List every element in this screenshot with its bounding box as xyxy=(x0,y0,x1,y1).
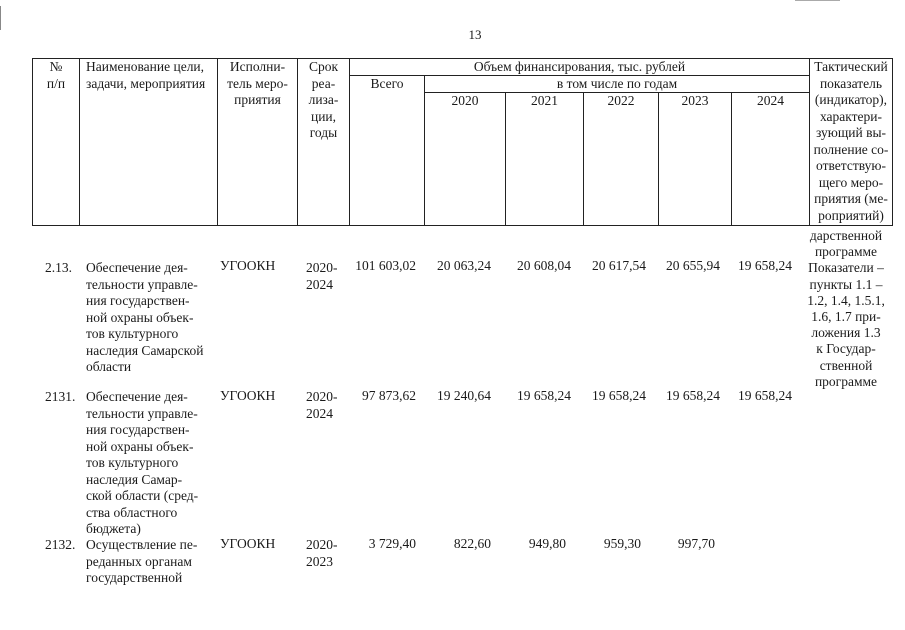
header-term: Срок реа- лиза- ции, годы xyxy=(297,58,350,226)
header-by-years: в том числе по годам xyxy=(424,75,810,93)
header-num: № п/п xyxy=(32,58,80,226)
row-2020: 822,60 xyxy=(453,536,491,551)
header-funding: Объем финансирования, тыс. рублей xyxy=(349,58,810,76)
header-year-2021: 2021 xyxy=(505,92,584,226)
row-2022: 19 658,24 xyxy=(592,388,646,403)
page-number: 13 xyxy=(468,27,482,42)
header-year-2022: 2022 xyxy=(583,92,659,226)
header-indicator: Тактический показатель (индикатор), характери- зующий вы- полнение со- ответствую- щего меро- приятия (ме- роприятий) xyxy=(809,58,893,226)
row-2021: 949,80 xyxy=(528,536,566,551)
row-name: Обеспечение дея- тельности управле- ния государствен- ной охраны объек- тов культурного наследия Самарской области xyxy=(86,260,204,374)
row-2024: 19 658,24 xyxy=(738,388,792,403)
row-2023: 19 658,24 xyxy=(666,388,720,403)
row-term: 2020- 2024 xyxy=(306,260,338,292)
scan-top-mark xyxy=(795,0,840,1)
row-number: 2132. xyxy=(45,537,76,552)
header-name: Наименование цели, задачи, мероприятия xyxy=(79,58,218,226)
scan-edge-mark xyxy=(0,6,1,30)
row-total: 97 873,62 xyxy=(362,388,416,403)
header-year-2024: 2024 xyxy=(731,92,810,226)
row-term: 2020- 2023 xyxy=(306,537,338,569)
row-executor: УГООКН xyxy=(220,536,276,551)
header-year-2020: 2020 xyxy=(424,92,506,226)
header-total: Всего xyxy=(349,75,425,226)
row-2020: 19 240,64 xyxy=(437,388,491,403)
row-term: 2020- 2024 xyxy=(306,389,338,421)
row-2022: 959,30 xyxy=(603,536,641,551)
row-2024: 19 658,24 xyxy=(738,258,792,273)
row-2021: 20 608,04 xyxy=(517,258,571,273)
row-total: 101 603,02 xyxy=(355,258,416,273)
row-name: Осуществление пе- реданных органам государственной xyxy=(86,537,198,585)
row-2020: 20 063,24 xyxy=(437,258,491,273)
row-name: Обеспечение дея- тельности управле- ния государствен- ной охраны объек- тов культурного наследия Самар- ской области (сред- ства областного бюджета) xyxy=(86,389,199,536)
row-2022: 20 617,54 xyxy=(592,258,646,273)
row-number: 2.13. xyxy=(45,260,72,275)
row-number: 2131. xyxy=(45,389,76,404)
row-executor: УГООКН xyxy=(220,258,276,273)
indicator-text: дарственной программе Показатели – пункты 1.1 – 1.2, 1.4, 1.5.1, 1.6, 1.7 при- ложения 1.3 к Государ- ственной программе xyxy=(807,228,885,389)
header-executor: Исполни- тель меро- приятия xyxy=(217,58,298,226)
header-year-2023: 2023 xyxy=(658,92,732,226)
row-executor: УГООКН xyxy=(220,388,276,403)
row-total: 3 729,40 xyxy=(368,536,416,551)
row-2023: 20 655,94 xyxy=(666,258,720,273)
row-2023: 997,70 xyxy=(677,536,715,551)
row-2021: 19 658,24 xyxy=(517,388,571,403)
